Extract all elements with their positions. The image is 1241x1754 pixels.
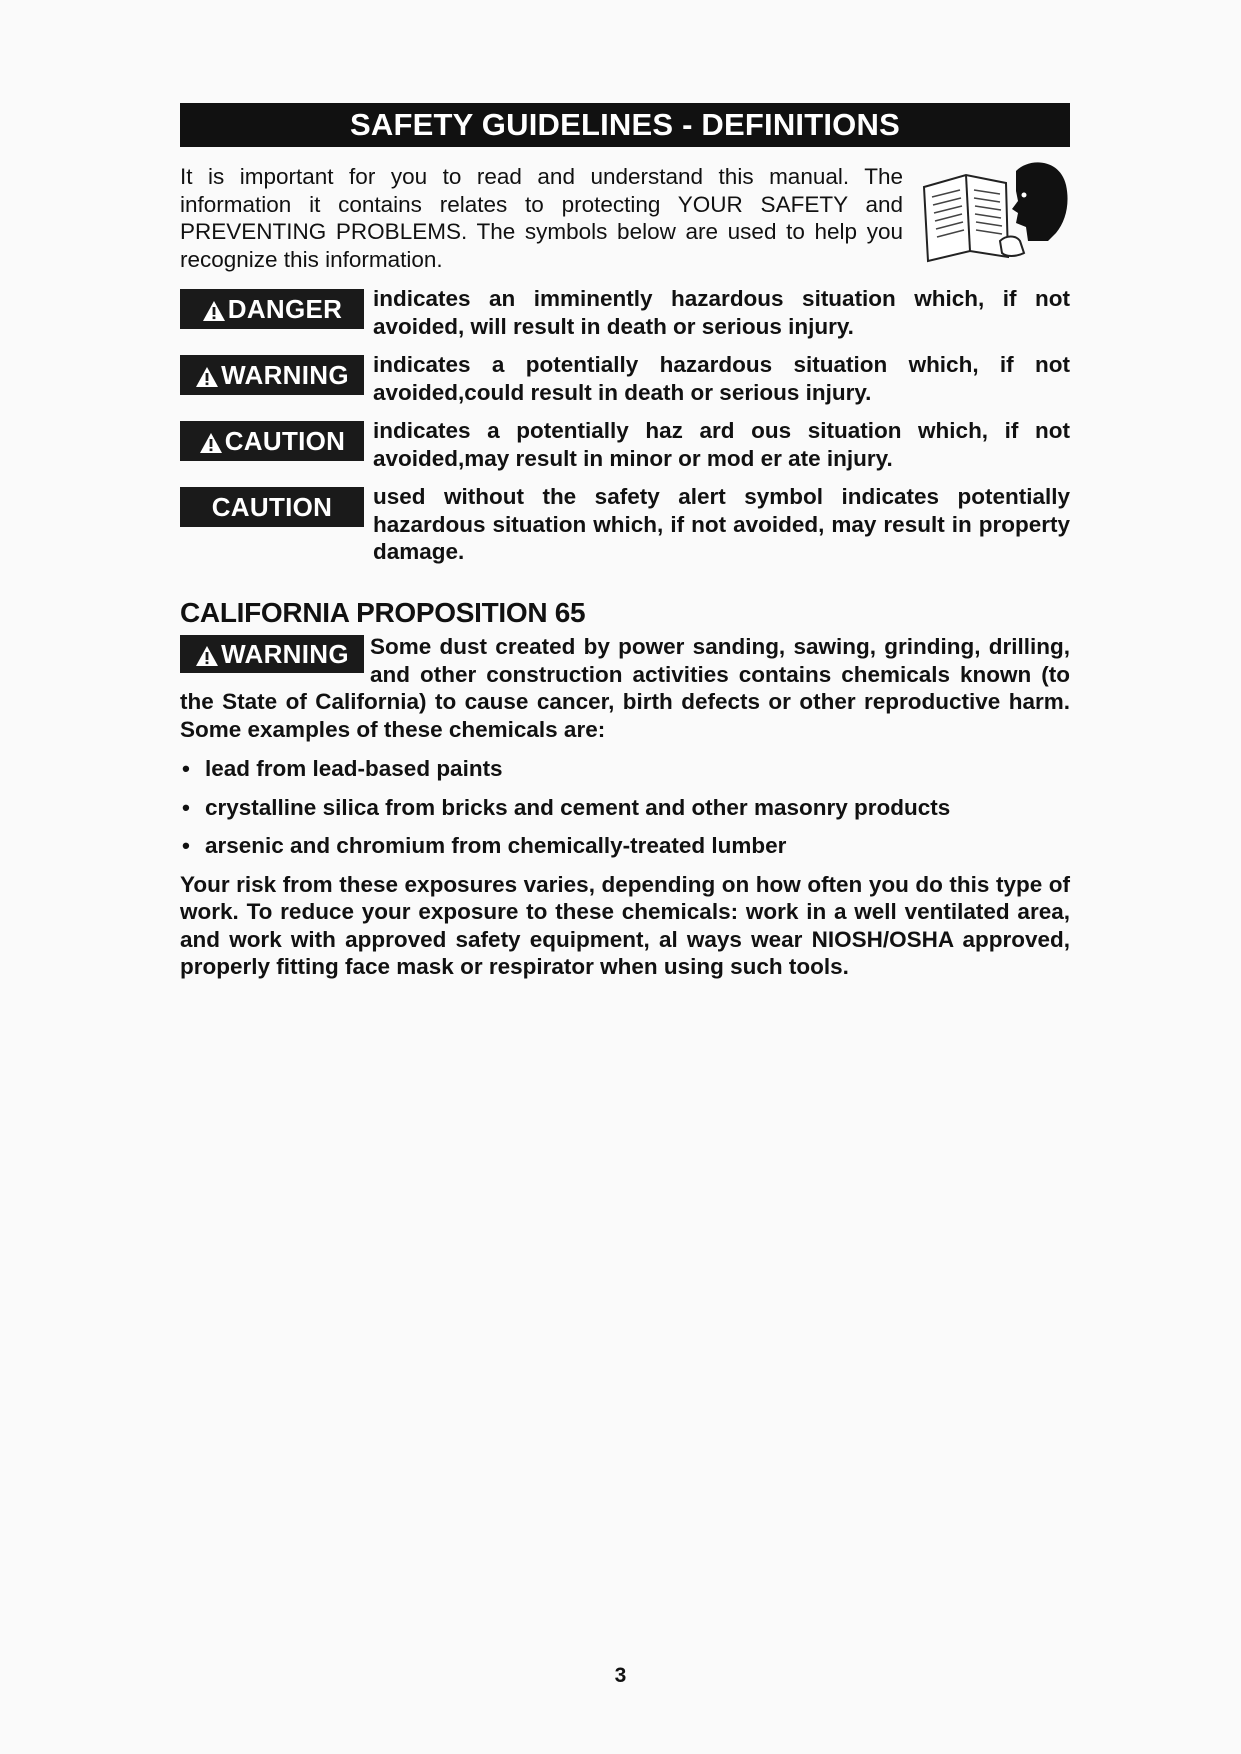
list-item-text: lead from lead-based paints: [205, 756, 503, 781]
risk-paragraph: Your risk from these exposures varies, depending on how often you do this type of work. To reduce your exposure to these chemicals: work in a well ventilated area, and work with approved safety equipment, al ways wear NIOSH/OSHA approved, properly fitting face mask or respirator when using such tools.: [180, 871, 1070, 979]
safety-alert-icon: [202, 300, 226, 322]
page-number: 3: [614, 1664, 627, 1687]
manual-page: [180, 103, 1070, 981]
intro-paragraph: It is important for you to read and understand this manual. The information it contains relates to protecting YOUR SAFETY and PREVENTING PROBLEMS. The symbols below are used to help you recognize this information.: [180, 164, 903, 272]
list-item: [180, 832, 1070, 860]
caution-alert-label: CAUTION: [224, 426, 346, 456]
caution-plain-signal-badge: [180, 487, 364, 527]
definition-caution-alert: [180, 417, 1070, 477]
page-title: SAFETY GUIDELINES - DEFINITIONS: [180, 103, 1070, 147]
list-item-text: arsenic and chromium from chemically-treated lumber: [205, 833, 787, 858]
list-item-text: crystalline silica from bricks and cement and other masonry products: [205, 794, 951, 820]
warning-label: WARNING: [221, 360, 349, 390]
safety-alert-icon: [195, 645, 219, 667]
warning-definition-text: indicates a potentially hazardous situation which, if not avoided,could result in death or serious injury.: [373, 352, 1070, 405]
safety-alert-icon: [199, 432, 223, 454]
danger-signal-badge: [180, 289, 364, 329]
definition-danger: [180, 285, 1070, 345]
bullet-glyph: •: [182, 833, 190, 858]
bullet-glyph: •: [182, 756, 190, 781]
person-reading-manual-icon: [920, 157, 1070, 269]
caution-alert-definition-text: indicates a potentially haz ard ous situation which, if not avoided,may result in minor or mod er ate injury.: [373, 418, 1070, 471]
prop65-paragraph-text: Some dust created by power sanding, sawing, grinding, drilling, and other construction activities contains chemicals known (to the State of California) to cause cancer, birth defects or other reproductive harm. Some examples of these chemicals are:: [180, 634, 1070, 742]
chemical-examples-list: [180, 755, 1070, 860]
prop65-warning-badge: [180, 635, 364, 673]
danger-label: DANGER: [227, 294, 343, 324]
prop65-heading: CALIFORNIA PROPOSITION 65: [180, 597, 586, 628]
warning-signal-badge: [180, 355, 364, 395]
list-item: [180, 755, 1070, 783]
caution-alert-signal-badge: [180, 421, 364, 461]
bullet-glyph: •: [182, 794, 190, 820]
intro-section: [180, 163, 1070, 273]
danger-definition-text: indicates an imminently hazardous situation which, if not avoided, will result in death or serious injury.: [373, 286, 1070, 339]
prop65-paragraph: [180, 633, 1070, 743]
caution-plain-definition-text: used without the safety alert symbol indicates potentially hazardous situation which, if not avoided, may result in property damage.: [373, 484, 1070, 564]
definition-warning: [180, 351, 1070, 411]
definitions-list: [180, 285, 1070, 567]
caution-plain-label: CAUTION: [211, 492, 333, 522]
safety-alert-icon: [195, 366, 219, 388]
prop65-warning-label: WARNING: [221, 639, 349, 669]
definition-caution-plain: [180, 483, 1070, 567]
list-item: [180, 794, 1070, 822]
